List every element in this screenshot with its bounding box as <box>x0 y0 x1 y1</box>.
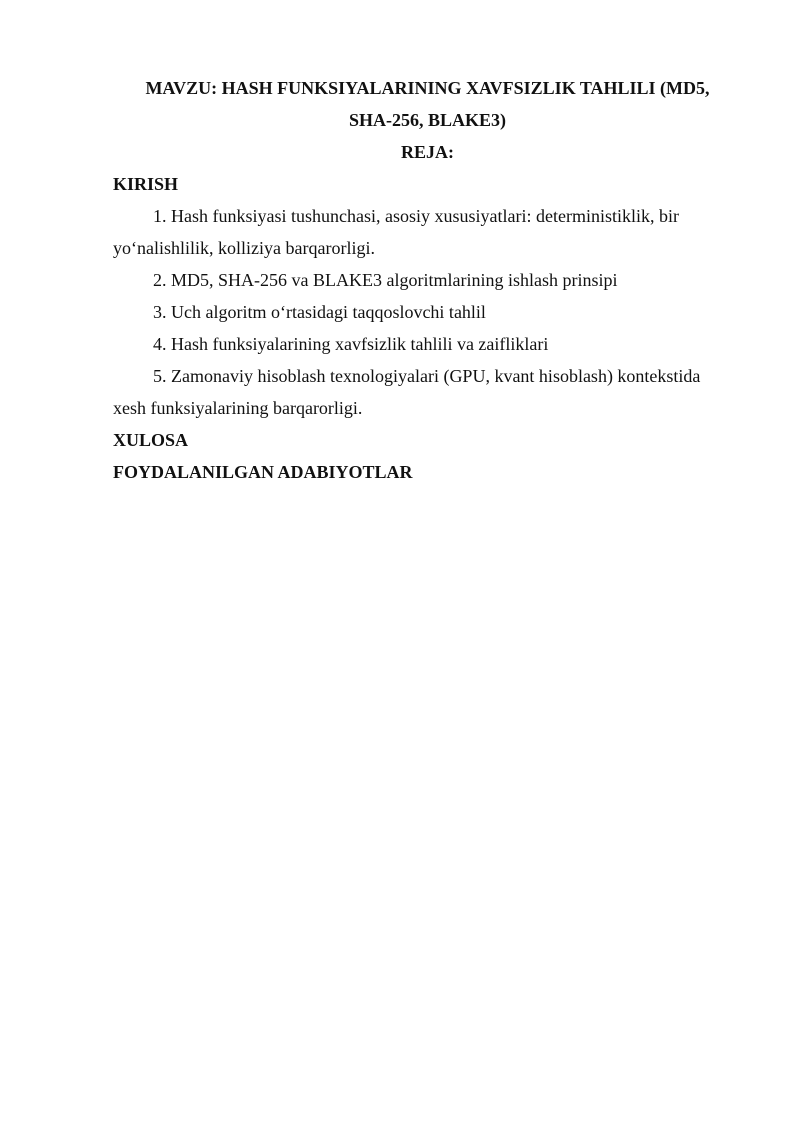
conclusion-heading: XULOSA <box>113 430 189 450</box>
document-title <box>113 72 728 136</box>
plan-heading: REJA: <box>401 142 454 162</box>
plan-item-3: 3. Uch algoritm o‘rtasidagi taqqoslovchi tahlil <box>153 302 486 322</box>
references-heading: FOYDALANILGAN ADABIYOTLAR <box>113 462 413 482</box>
title-line-1: MAVZU: HASH FUNKSIYALARINING XAVFSIZLIK TAHLILI (MD5, <box>145 78 710 98</box>
plan-item-4: 4. Hash funksiyalarining xavfsizlik tahlili va zaifliklari <box>153 334 549 354</box>
plan-item-1: 1. Hash funksiyasi tushunchasi, asosiy xususiyatlari: deterministiklik, bir yo‘nalishlilik, kolliziya barqarorligi. <box>113 206 679 258</box>
plan-item-2: 2. MD5, SHA-256 va BLAKE3 algoritmlarining ishlash prinsipi <box>153 270 618 290</box>
document-content <box>113 72 728 488</box>
plan-item-5: 5. Zamonaviy hisoblash texnologiyalari (GPU, kvant hisoblash) kontekstida xesh funksiyalarining barqarorligi. <box>113 366 701 418</box>
title-line-2: SHA-256, BLAKE3) <box>348 110 507 130</box>
intro-heading: KIRISH <box>113 174 179 194</box>
